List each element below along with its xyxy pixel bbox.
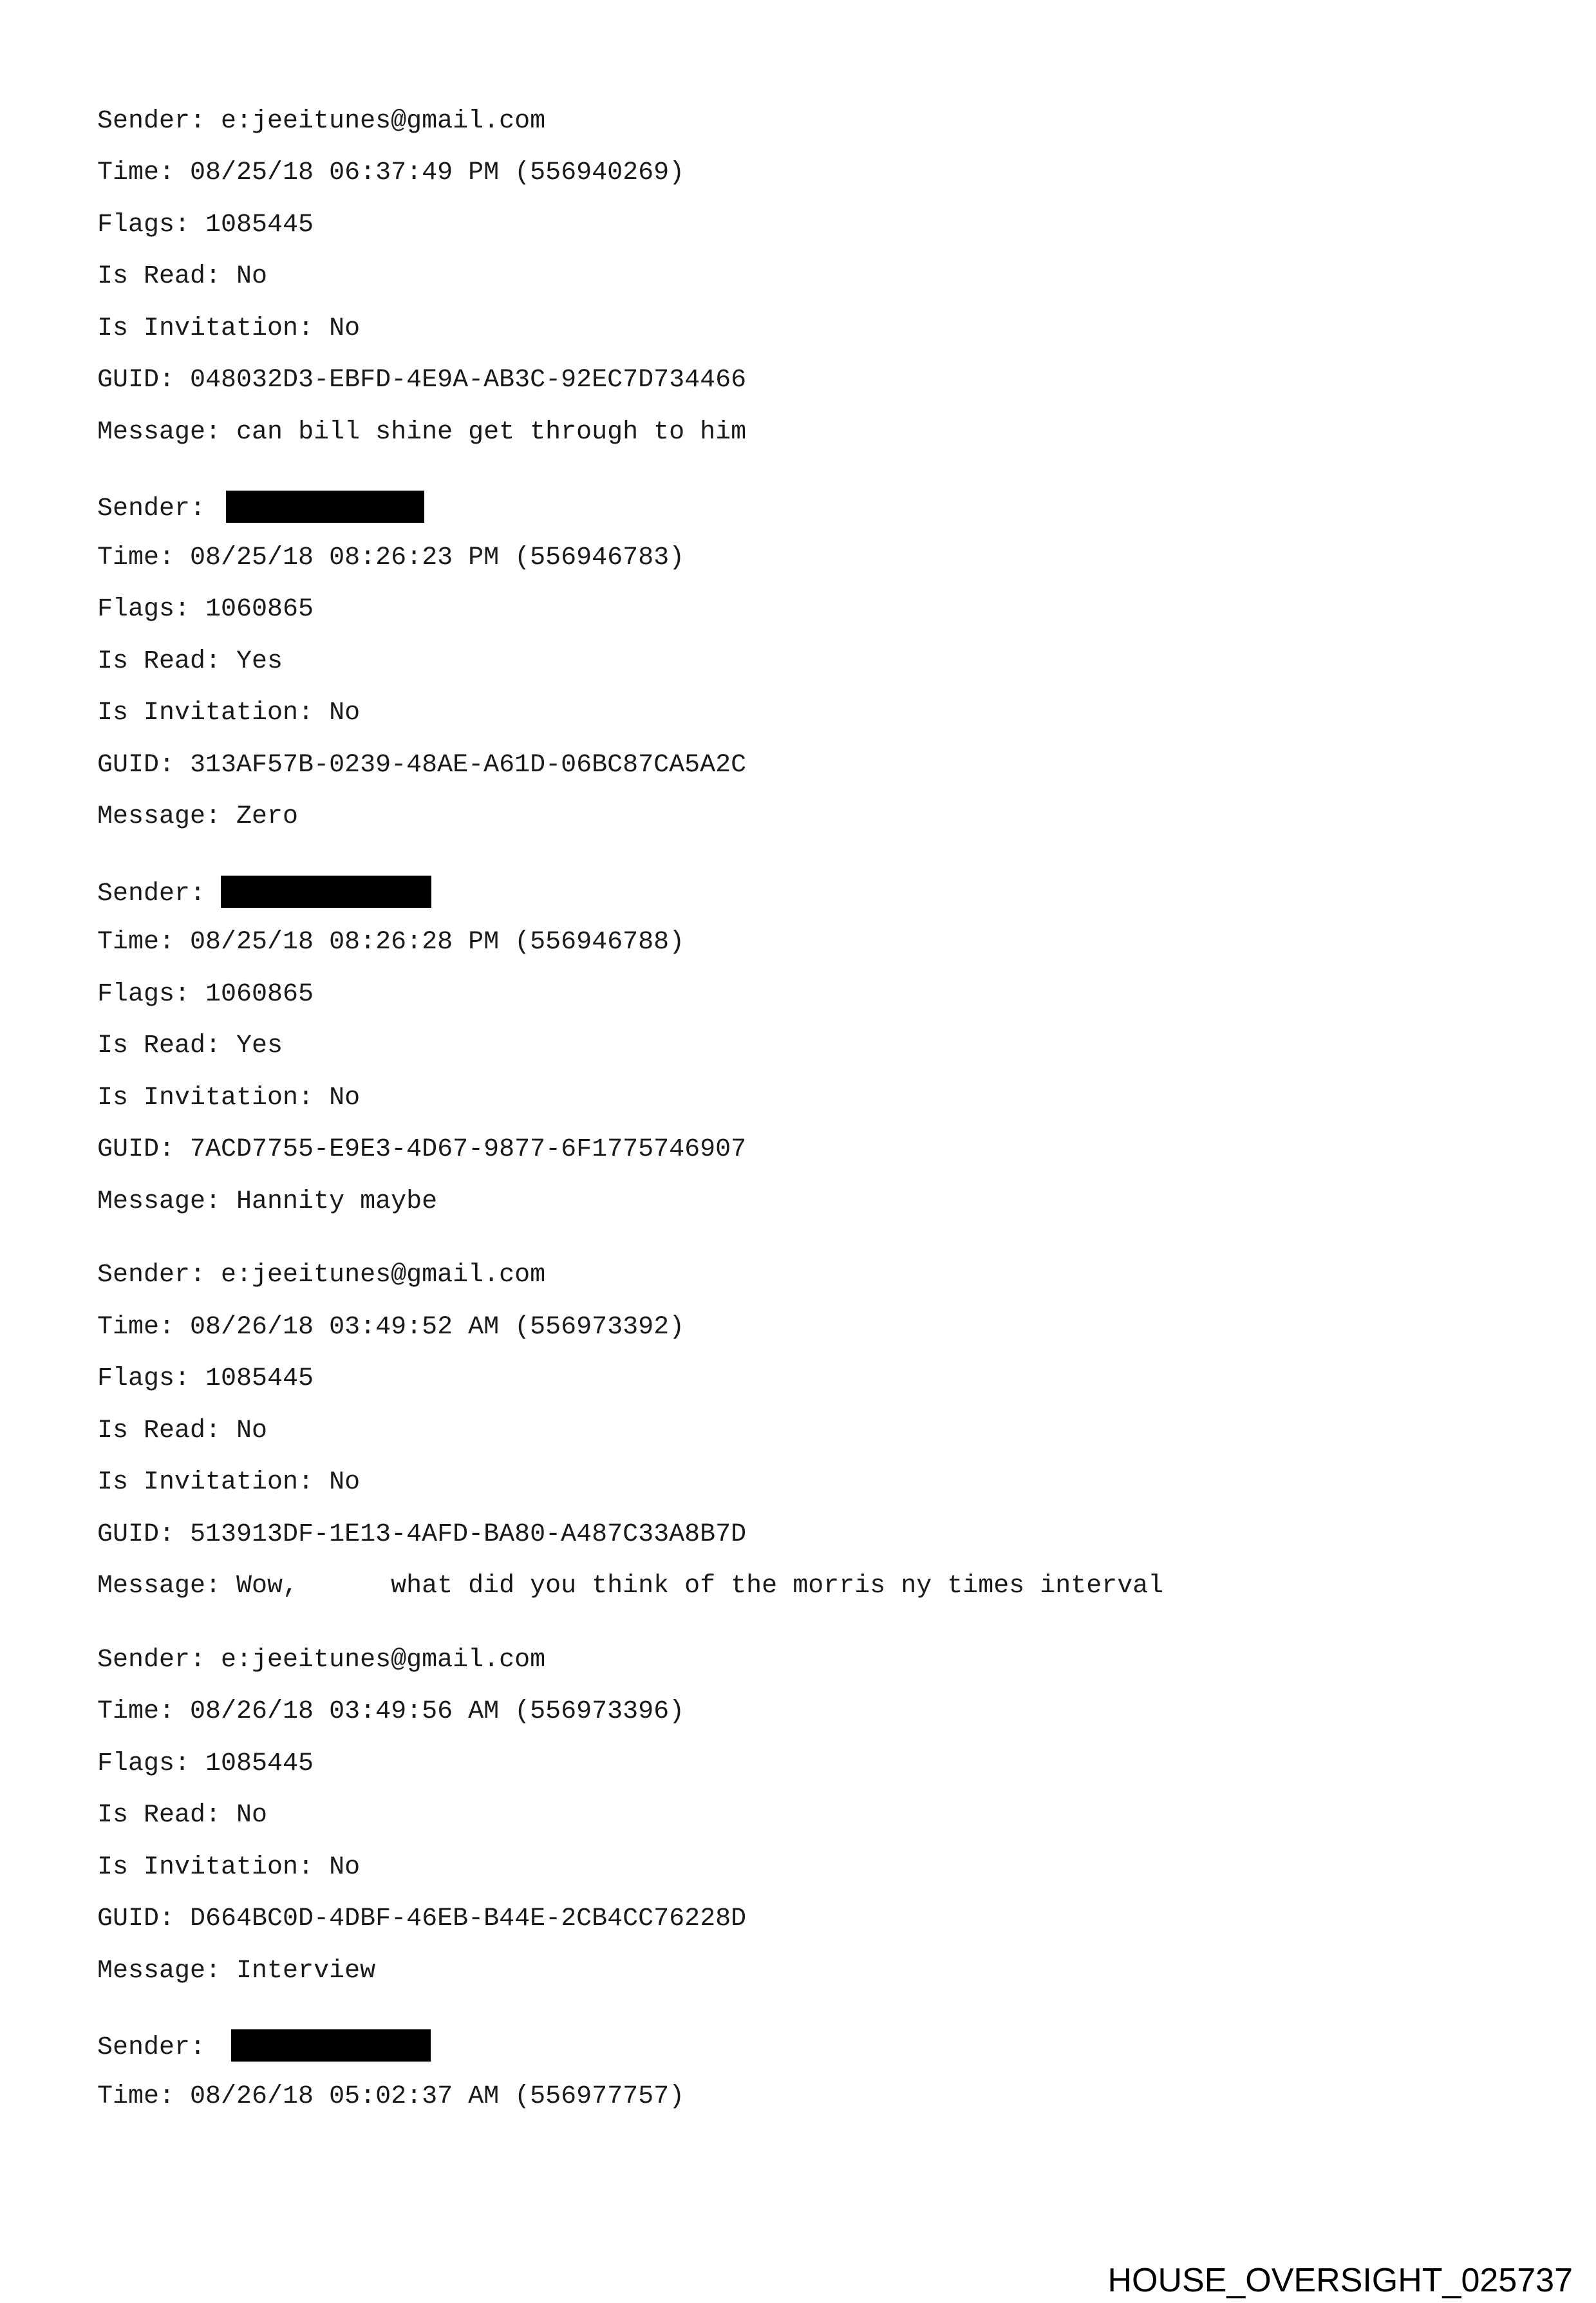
record-3-is-read: Yes	[236, 1031, 283, 1060]
record-4-guid-line	[97, 1519, 746, 1550]
flags-label: Flags:	[97, 1364, 206, 1393]
record-6-time-line	[97, 2082, 684, 2112]
time-label: Time:	[97, 158, 191, 187]
record-2-is-invitation: No	[329, 699, 361, 728]
sender-label: Sender:	[97, 1261, 221, 1290]
record-3-is-invitation-line	[97, 1083, 360, 1114]
record-3-flags: 1060865	[205, 980, 314, 1009]
record-2-sender-line	[97, 491, 424, 525]
is-read-label: Is Read:	[97, 1031, 237, 1060]
record-1-guid: 048032D3-EBFD-4E9A-AB3C-92EC7D734466	[190, 366, 747, 395]
is-invitation-label: Is Invitation:	[97, 1468, 330, 1497]
record-3-flags-line	[97, 979, 314, 1010]
record-3-message-line	[97, 1187, 437, 1217]
record-1-time: 08/25/18 06:37:49 PM (556940269)	[190, 158, 685, 187]
record-1-is-read-line	[97, 261, 267, 292]
record-5-sender-line	[97, 1645, 545, 1676]
record-1-message-line	[97, 417, 746, 448]
is-invitation-label: Is Invitation:	[97, 314, 330, 343]
record-2-message: Zero	[236, 802, 299, 831]
record-1-sender: e:jeeitunes@gmail.com	[221, 107, 546, 136]
time-label: Time:	[97, 1313, 191, 1342]
record-4-is-read-line	[97, 1416, 267, 1447]
bates-number: HOUSE_OVERSIGHT_025737	[1107, 2262, 1573, 2299]
record-5-time: 08/26/18 03:49:56 AM (556973396)	[190, 1697, 685, 1726]
flags-label: Flags:	[97, 211, 206, 240]
is-read-label: Is Read:	[97, 1801, 237, 1830]
guid-label: GUID:	[97, 1135, 191, 1164]
record-1-flags: 1085445	[205, 211, 314, 240]
record-1-sender-line	[97, 106, 545, 137]
record-4-flags-line	[97, 1364, 314, 1395]
record-4-is-invitation: No	[329, 1468, 361, 1497]
record-2-flags-line	[97, 594, 314, 625]
record-2-is-read-line	[97, 646, 283, 677]
record-1-is-invitation: No	[329, 314, 361, 343]
record-3-is-invitation: No	[329, 1084, 361, 1113]
sender-label: Sender:	[97, 107, 221, 136]
record-4-flags: 1085445	[205, 1364, 314, 1393]
redaction-box	[221, 876, 431, 908]
guid-label: GUID:	[97, 751, 191, 780]
flags-label: Flags:	[97, 980, 206, 1009]
record-5-sender: e:jeeitunes@gmail.com	[221, 1646, 546, 1675]
record-4-is-read: No	[236, 1416, 268, 1445]
is-read-label: Is Read:	[97, 647, 237, 676]
record-4-time-line	[97, 1312, 684, 1343]
time-label: Time:	[97, 928, 191, 957]
flags-label: Flags:	[97, 595, 206, 624]
record-4-sender: e:jeeitunes@gmail.com	[221, 1261, 546, 1290]
record-3-is-read-line	[97, 1031, 283, 1062]
record-5-message-line	[97, 1956, 375, 1987]
is-invitation-label: Is Invitation:	[97, 699, 330, 728]
message-label: Message:	[97, 1957, 237, 1986]
record-4-message: Wow, what did you think of the morris ny times interval	[236, 1572, 1164, 1601]
record-2-flags: 1060865	[205, 595, 314, 624]
record-5-guid-line	[97, 1904, 746, 1935]
record-5-flags-line	[97, 1749, 314, 1780]
record-5-is-read: No	[236, 1801, 268, 1830]
record-4-message-line	[97, 1571, 1163, 1602]
record-3-guid-line	[97, 1134, 746, 1165]
record-4-is-invitation-line	[97, 1467, 360, 1498]
record-4-guid: 513913DF-1E13-4AFD-BA80-A487C33A8B7D	[190, 1520, 747, 1549]
record-5-is-invitation: No	[329, 1853, 361, 1882]
redaction-box	[231, 2029, 431, 2062]
sender-label: Sender:	[97, 2033, 221, 2062]
sender-label: Sender:	[97, 1646, 221, 1675]
record-2-guid-line	[97, 750, 746, 781]
time-label: Time:	[97, 1697, 191, 1726]
flags-label: Flags:	[97, 1749, 206, 1778]
is-invitation-label: Is Invitation:	[97, 1084, 330, 1113]
guid-label: GUID:	[97, 366, 191, 395]
time-label: Time:	[97, 2082, 191, 2111]
record-2-time-line	[97, 543, 684, 574]
record-1-guid-line	[97, 365, 746, 396]
message-label: Message:	[97, 802, 237, 831]
record-1-flags-line	[97, 210, 314, 241]
is-read-label: Is Read:	[97, 1416, 237, 1445]
record-6-sender-line	[97, 2029, 431, 2063]
record-3-guid: 7ACD7755-E9E3-4D67-9877-6F1775746907	[190, 1135, 747, 1164]
message-label: Message:	[97, 1187, 237, 1216]
sender-label: Sender:	[97, 494, 221, 523]
record-5-time-line	[97, 1697, 684, 1727]
record-2-is-read: Yes	[236, 647, 283, 676]
record-1-is-invitation-line	[97, 314, 360, 344]
message-label: Message:	[97, 1572, 237, 1601]
guid-label: GUID:	[97, 1904, 191, 1933]
record-2-is-invitation-line	[97, 698, 360, 729]
record-5-guid: D664BC0D-4DBF-46EB-B44E-2CB4CC76228D	[190, 1904, 747, 1933]
record-1-is-read: No	[236, 262, 268, 291]
record-1-time-line	[97, 158, 684, 189]
record-5-flags: 1085445	[205, 1749, 314, 1778]
message-label: Message:	[97, 418, 237, 447]
record-2-message-line	[97, 802, 298, 832]
guid-label: GUID:	[97, 1520, 191, 1549]
record-5-is-read-line	[97, 1800, 267, 1831]
record-2-time: 08/25/18 08:26:23 PM (556946783)	[190, 543, 685, 572]
is-read-label: Is Read:	[97, 262, 237, 291]
redaction-box	[226, 491, 424, 523]
record-5-is-invitation-line	[97, 1852, 360, 1883]
record-6-time: 08/26/18 05:02:37 AM (556977757)	[190, 2082, 685, 2111]
time-label: Time:	[97, 543, 191, 572]
record-3-time: 08/25/18 08:26:28 PM (556946788)	[190, 928, 685, 957]
is-invitation-label: Is Invitation:	[97, 1853, 330, 1882]
record-4-time: 08/26/18 03:49:52 AM (556973392)	[190, 1313, 685, 1342]
record-3-time-line	[97, 927, 684, 958]
sender-label: Sender:	[97, 879, 221, 908]
record-2-guid: 313AF57B-0239-48AE-A61D-06BC87CA5A2C	[190, 751, 747, 780]
record-3-sender-line	[97, 876, 431, 910]
record-1-message: can bill shine get through to him	[236, 418, 747, 447]
record-3-message: Hannity maybe	[236, 1187, 438, 1216]
record-4-sender-line	[97, 1260, 545, 1291]
record-5-message: Interview	[236, 1957, 376, 1986]
